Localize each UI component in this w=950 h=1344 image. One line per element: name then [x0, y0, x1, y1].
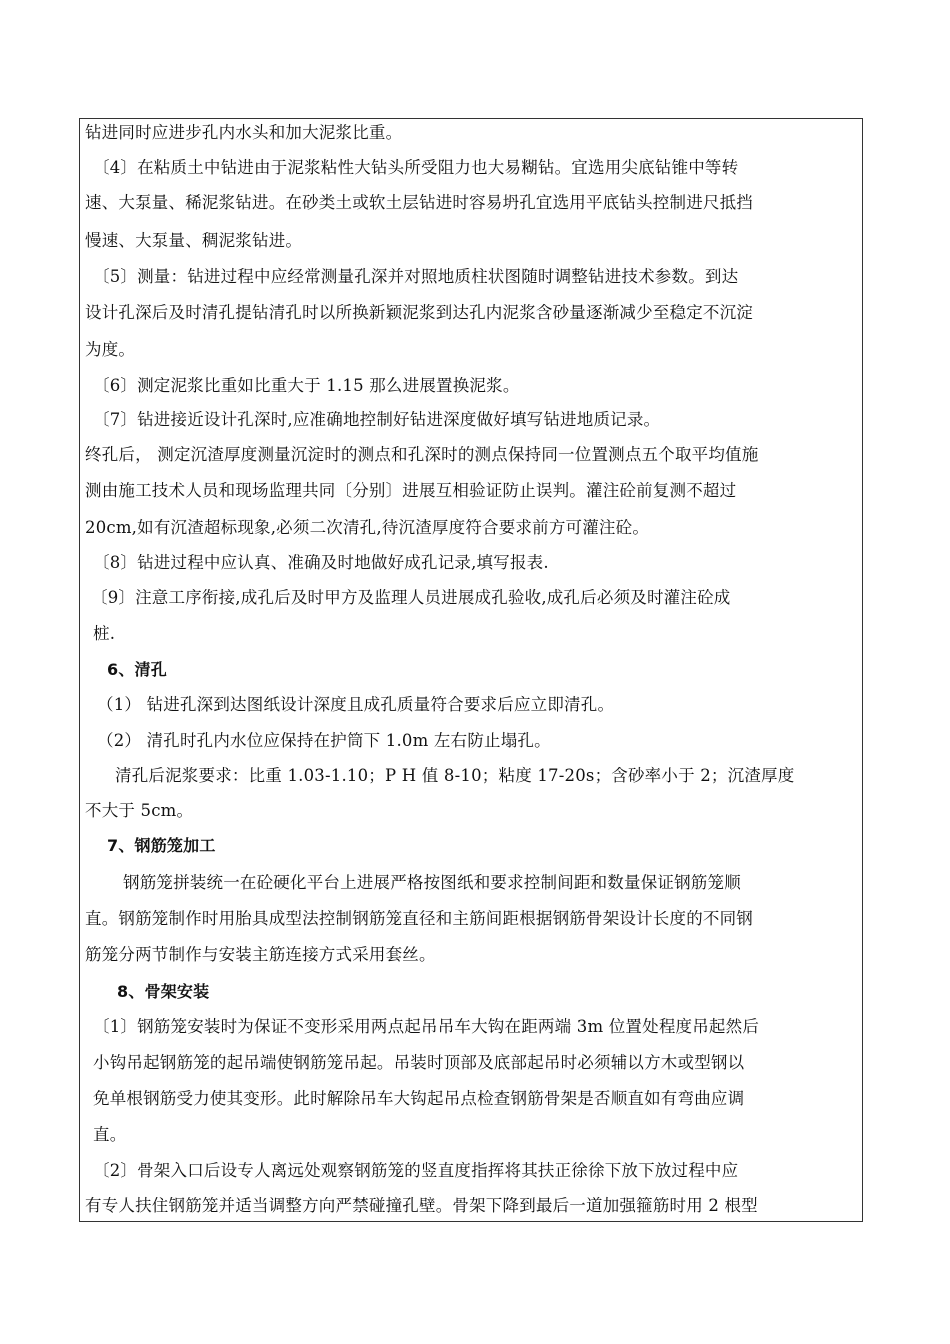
- text-line: 为度。: [85, 340, 136, 359]
- text-line: 〔9〕注意工序衔接,成孔后及时甲方及监理人员进展成孔验收,成孔后必须及时灌注砼成: [91, 588, 731, 607]
- text-line: （2） 清孔时孔内水位应保持在护筒下 1.0m 左右防止塌孔。: [97, 731, 551, 750]
- text-line: 设计孔深后及时清孔提钻清孔时以所换新颖泥浆到达孔内泥浆含砂量逐渐减少至稳定不沉淀: [85, 303, 753, 322]
- text-line: 〔8〕钻进过程中应认真、准确及时地做好成孔记录,填写报表.: [93, 553, 549, 572]
- text-line: 〔5〕测量：钻进过程中应经常测量孔深并对照地质柱状图随时调整钻进技术参数。到达: [93, 267, 739, 286]
- text-line: 有专人扶住钢筋笼并适当调整方向严禁碰撞孔壁。骨架下降到最后一道加强箍筋时用 2 根型: [85, 1196, 758, 1215]
- text-line: 钻进同时应进步孔内水头和加大泥浆比重。: [85, 123, 403, 142]
- text-line: 慢速、大泵量、稠泥浆钻进。: [85, 231, 303, 250]
- text-line: 筋笼分两节制作与安装主筋连接方式采用套丝。: [85, 945, 436, 964]
- text-line: 测由施工技术人员和现场监理共同〔分别〕进展互相验证防止误判。灌注砼前复测不超过: [85, 481, 737, 500]
- text-line: 钢筋笼拼装统一在砼硬化平台上进展严格按图纸和要求控制间距和数量保证钢筋笼顺: [123, 873, 741, 892]
- text-line: 〔1〕钢筋笼安装时为保证不变形采用两点起吊吊车大钩在距两端 3m 位置处程度吊起然后: [93, 1017, 760, 1036]
- text-line: 〔2〕骨架入口后设专人离远处观察钢筋笼的竖直度指挥将其扶正徐徐下放下放过程中应: [93, 1161, 739, 1180]
- text-line: 小钩吊起钢筋笼的起吊端使钢筋笼吊起。吊装时顶部及底部起吊时必须辅以方木或型钢以: [93, 1053, 745, 1072]
- text-line: 20cm,如有沉渣超标现象,必须二次清孔,待沉渣厚度符合要求前方可灌注砼。: [85, 518, 650, 537]
- text-line: 桩.: [93, 624, 116, 643]
- text-line: 速、大泵量、稀泥浆钻进。在砂类土或软土层钻进时容易坍孔宜选用平底钻头控制进尺抵挡: [85, 193, 753, 212]
- text-line: 终孔后， 测定沉渣厚度测量沉淀时的测点和孔深时的测点保持同一位置测点五个取平均值施: [85, 445, 759, 464]
- text-line: 〔6〕测定泥浆比重如比重大于 1.15 那么进展置换泥浆。: [93, 376, 520, 395]
- text-line: 直。钢筋笼制作时用胎具成型法控制钢筋笼直径和主筋间距根据钢筋骨架设计长度的不同钢: [85, 909, 753, 928]
- text-line: 免单根钢筋受力使其变形。此时解除吊车大钩起吊点检查钢筋骨架是否顺直如有弯曲应调: [93, 1089, 745, 1108]
- section-heading: 6、清孔: [107, 660, 167, 679]
- text-line: （1） 钻进孔深到达图纸设计深度且成孔质量符合要求后应立即清孔。: [97, 695, 615, 714]
- text-line: 不大于 5cm。: [85, 801, 194, 820]
- text-line: 〔7〕钻进接近设计孔深时,应准确地控制好钻进深度做好填写钻进地质记录。: [93, 410, 661, 429]
- text-line: 清孔后泥浆要求：比重 1.03-1.10；P H 值 8-10；粘度 17-20s；含砂率小于 2；沉渣厚度: [115, 766, 795, 785]
- text-line: 〔4〕在粘质土中钻进由于泥浆粘性大钻头所受阻力也大易糊钻。宜选用尖底钻锥中等转: [93, 158, 739, 177]
- text-line: 直。: [93, 1125, 127, 1144]
- section-heading: 8、骨架安装: [117, 982, 210, 1001]
- section-heading: 7、钢筋笼加工: [107, 836, 216, 855]
